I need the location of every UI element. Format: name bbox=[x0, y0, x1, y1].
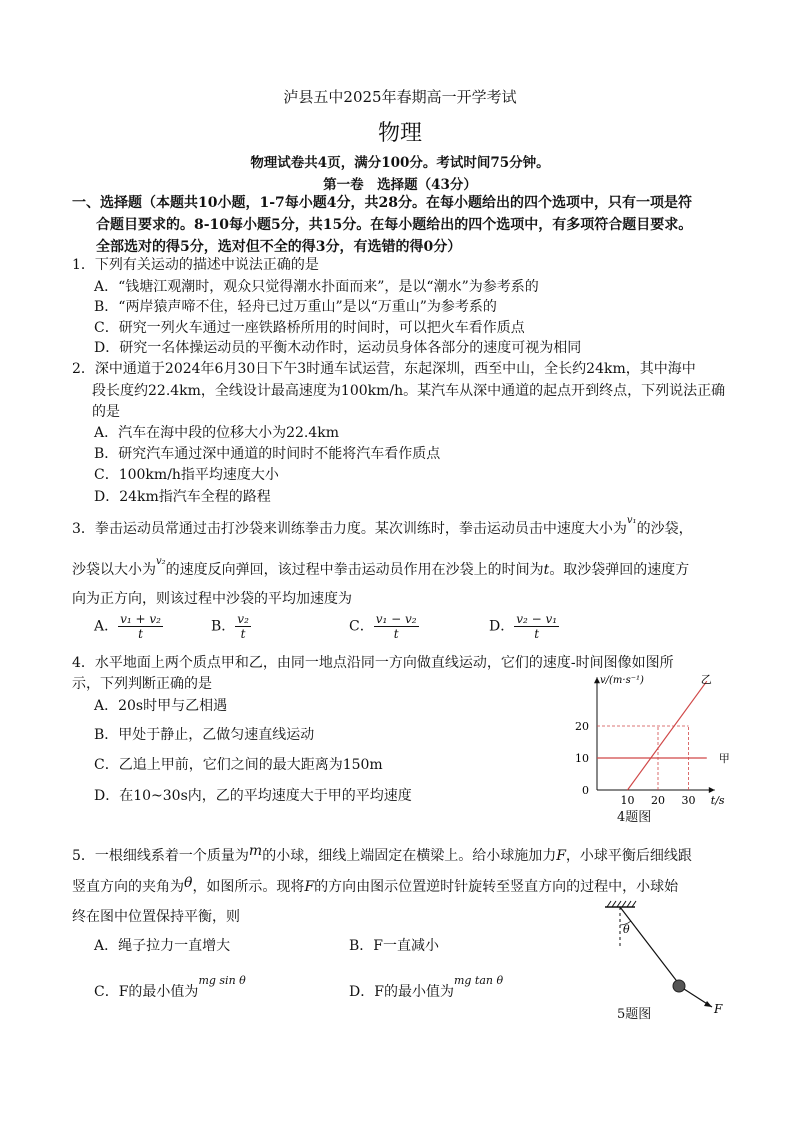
theta-label: θ bbox=[623, 923, 630, 936]
q5-option-c-formula: mg sin θ bbox=[198, 974, 246, 987]
q3-v1-symbol: v₁ bbox=[626, 515, 637, 526]
q5-figure-caption: 5题图 bbox=[617, 1007, 652, 1022]
series-label-jia: 甲 bbox=[718, 752, 730, 765]
q5-stem-line-1 bbox=[72, 843, 692, 865]
force-arrowhead bbox=[704, 1001, 712, 1007]
q3-option-a-label: A． bbox=[94, 618, 119, 635]
ceiling-beam bbox=[605, 901, 636, 907]
q3-stem-line-3: 向为正方向，则该过程中沙袋的平均加速度为 bbox=[72, 591, 352, 607]
q5-stem-line-2 bbox=[72, 875, 678, 896]
q5-text-1a: 5．一根细线系着一个质量为 bbox=[72, 848, 249, 864]
q4-option-a: A．20s时甲与乙相遇 bbox=[94, 698, 228, 714]
x-tick-label: 10 bbox=[620, 794, 635, 807]
q5-text-1c: ，小球平衡后细线跟 bbox=[565, 848, 692, 864]
q3-option-a bbox=[94, 612, 163, 641]
q3-option-b bbox=[211, 612, 251, 641]
q3-option-c-fraction bbox=[374, 612, 419, 641]
q3-option-d-fraction bbox=[514, 612, 559, 641]
q3-v2-symbol: v₂ bbox=[156, 556, 166, 567]
q5-option-c-label: C．F的最小值为 bbox=[94, 984, 199, 1000]
exam-info: 物理试卷共4页，满分100分。考试时间75分钟。 bbox=[250, 155, 550, 171]
q5-option-d-label: D．F的最小值为 bbox=[349, 984, 454, 1000]
series-label-yi: 乙 bbox=[700, 673, 712, 687]
chart-axes bbox=[575, 675, 725, 807]
q5-F-symbol-2: F bbox=[304, 879, 315, 895]
section-line-2: 合题目要求的。8-10每小题5分，共15分。在每小题给出的四个选项中，有多项符合题目要求。 bbox=[96, 217, 693, 233]
q3-text-1a: 3．拳击运动员常通过击打沙袋来训练拳击力度。某次训练时，拳击运动员击中速度大小为 bbox=[72, 521, 627, 537]
y-axis-label: v/(m·s⁻¹) bbox=[600, 675, 644, 687]
q3-option-b-fraction bbox=[235, 612, 251, 641]
chart-marks bbox=[597, 673, 730, 790]
q1-option-d: D．研究一名体操运动员的平衡木动作时，运动员身体各部分的速度可视为相同 bbox=[94, 340, 582, 356]
x-axis-label: t/s bbox=[710, 794, 725, 807]
fraction-denominator: t bbox=[534, 627, 540, 641]
fraction-numerator: v₂ − v₁ bbox=[516, 612, 558, 626]
q2-stem-line-3: 的是 bbox=[92, 404, 120, 420]
fraction-numerator: v₂ bbox=[237, 612, 249, 626]
q3-option-b-label: B． bbox=[211, 618, 236, 635]
q2-stem-line-2: 段长度约22.4km，全线设计最高速度为100km/h。某汽车从深中通道的起点开到终点，下列说法正确 bbox=[92, 383, 726, 399]
q1-stem: 1．下列有关运动的描述中说法正确的是 bbox=[72, 257, 319, 273]
x-axis-arrow bbox=[709, 787, 715, 793]
string-line bbox=[620, 907, 679, 984]
fraction-denominator: t bbox=[138, 627, 143, 641]
exam-title: 泸县五中2025年春期高一开学考试 bbox=[283, 88, 517, 106]
ball bbox=[673, 980, 685, 992]
q5-option-c bbox=[94, 974, 246, 1001]
x-tick-label: 20 bbox=[651, 794, 665, 807]
q5-text-2a: 竖直方向的夹角为 bbox=[72, 879, 184, 895]
y-tick-label: 0 bbox=[582, 784, 589, 797]
q1-option-a: A．“钱塘江观潮时，观众只觉得潮水扑面而来”，是以“潮水”为参考系的 bbox=[94, 279, 539, 295]
q3-option-a-fraction bbox=[118, 612, 163, 641]
section-instructions bbox=[72, 192, 732, 258]
q5-option-b: B．F一直减小 bbox=[349, 938, 440, 954]
q2-option-b: B．研究汽车通过深中通道的时间时不能将汽车看作质点 bbox=[94, 446, 441, 462]
q5-option-d bbox=[349, 974, 503, 1001]
q3-text-1b: 的沙袋， bbox=[636, 521, 693, 537]
q4-stem-line-2: 示，下列判断正确的是 bbox=[72, 676, 212, 692]
q2-stem-line-1: 2．深中通道于2024年6月30日下午3时通车试运营，东起深圳，西至中山，全长约24km，其中海中 bbox=[72, 361, 696, 377]
x-tick-label: 30 bbox=[681, 794, 696, 807]
q4-option-d: D．在10~30s内，乙的平均速度大于甲的平均速度 bbox=[94, 788, 412, 804]
series-line-yi bbox=[628, 681, 707, 790]
q4-stem-line-1: 4．水平地面上两个质点甲和乙，由同一地点沿同一方向做直线运动，它们的速度-时间图像如图所 bbox=[72, 655, 674, 671]
q3-text-2a: 沙袋以大小为 bbox=[72, 562, 156, 578]
force-label: F bbox=[714, 1002, 723, 1016]
section-line-1: 一、选择题（本题共10小题，1-7每小题4分，共28分。在每小题给出的四个选项中，只有一项是符 bbox=[72, 195, 692, 211]
q5-text-1b: 的小球，细线上端固定在横梁上。给小球施加力 bbox=[262, 848, 557, 864]
fraction-numerator: v₁ + v₂ bbox=[120, 612, 161, 626]
q5-figure bbox=[590, 895, 740, 1030]
q3-text-2c: 。取沙袋弹回的速度方 bbox=[549, 562, 690, 578]
section-line-3: 全部选对的得5分，选对但不全的得3分，有选错的得0分） bbox=[96, 239, 462, 255]
q5-option-d-formula: mg tan θ bbox=[453, 974, 504, 987]
q3-option-d-label: D． bbox=[489, 618, 515, 635]
q5-m-symbol: m bbox=[248, 843, 263, 859]
q2-option-a: A．汽车在海中段的位移大小为22.4km bbox=[94, 425, 340, 441]
q5-text-2b: ，如图所示。现将 bbox=[192, 879, 305, 895]
q1-option-c: C．研究一列火车通过一座铁路桥所用的时间时，可以把火车看作质点 bbox=[94, 320, 525, 336]
y-tick-label: 20 bbox=[575, 720, 589, 733]
fraction-denominator: t bbox=[393, 627, 399, 641]
y-tick-label: 10 bbox=[575, 752, 589, 765]
q3-option-c-label: C． bbox=[349, 618, 374, 635]
q5-F-symbol: F bbox=[556, 848, 566, 864]
fraction-numerator: v₁ − v₂ bbox=[375, 612, 417, 626]
q5-theta-symbol: θ bbox=[184, 875, 193, 891]
velocity-time-chart bbox=[555, 672, 730, 822]
fraction-denominator: t bbox=[240, 627, 246, 641]
q3-stem-line-1 bbox=[72, 515, 693, 538]
q5-text-2c: 的方向由图示位置逆时针旋转至竖直方向的过程中，小球始 bbox=[314, 879, 679, 895]
q4-option-c: C．乙追上甲前，它们之间的最大距离为150m bbox=[94, 757, 383, 773]
q2-option-c: C．100km/h指平均速度大小 bbox=[94, 467, 279, 483]
volume-title: 第一卷 选择题（43分） bbox=[323, 177, 477, 193]
subject-title: 物理 bbox=[377, 121, 422, 146]
q5-option-a: A．绳子拉力一直增大 bbox=[94, 938, 231, 954]
q5-stem-line-3: 终在图中位置保持平衡，则 bbox=[72, 909, 240, 925]
q3-stem-line-2 bbox=[72, 556, 689, 579]
q4-figure-caption: 4题图 bbox=[617, 810, 652, 825]
q4-option-b: B．甲处于静止，乙做匀速直线运动 bbox=[94, 727, 315, 743]
q2-option-d: D．24km指汽车全程的路程 bbox=[94, 489, 271, 505]
q3-option-d bbox=[489, 612, 559, 641]
q1-option-b: B．“两岸猿声啼不住，轻舟已过万重山”是以“万重山”为参考系的 bbox=[94, 299, 497, 315]
q3-text-2b: 的速度反向弹回，该过程中拳击运动员作用在沙袋上的时间为 bbox=[165, 562, 544, 578]
q3-option-c bbox=[349, 612, 419, 641]
q3-t-symbol: t bbox=[543, 562, 550, 578]
